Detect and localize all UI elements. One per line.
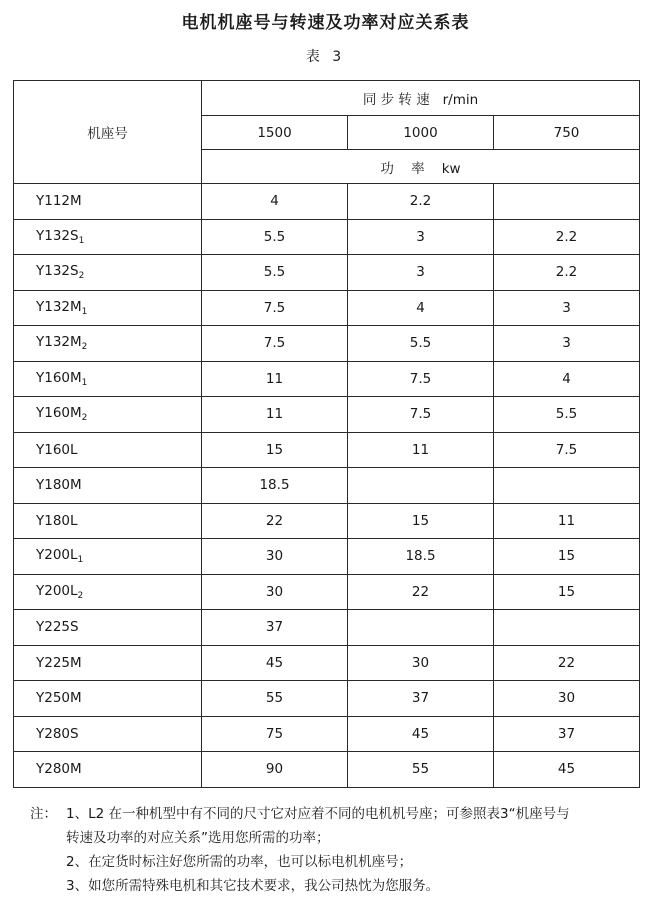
notes-lead: 注： <box>30 806 57 822</box>
model-subscript: 2 <box>77 590 84 601</box>
power-1500-cell: 45 <box>202 645 348 681</box>
power-1000-cell <box>348 468 494 504</box>
power-1500-cell: 55 <box>202 681 348 717</box>
power-1500-cell: 5.5 <box>202 255 348 291</box>
power-750-cell <box>494 468 640 504</box>
power-1500-cell: 5.5 <box>202 219 348 255</box>
power-750-cell: 2.2 <box>494 255 640 291</box>
power-1000-cell: 22 <box>348 574 494 610</box>
table-row <box>14 219 640 255</box>
table-row <box>14 716 640 752</box>
power-header: 功 率 kw <box>202 150 640 184</box>
table-caption: 表 3 <box>305 49 346 65</box>
power-1500-cell: 37 <box>202 610 348 646</box>
model-subscript: 1 <box>77 555 84 566</box>
table-row <box>14 255 640 291</box>
power-1000-cell: 45 <box>348 716 494 752</box>
power-1000-cell: 7.5 <box>348 397 494 433</box>
note-1-line-2: 转速及功率的对应关系”选用您所需的功率； <box>66 830 330 846</box>
model-cell: Y250M <box>14 681 202 717</box>
power-1500-cell: 7.5 <box>202 326 348 362</box>
power-750-cell: 11 <box>494 503 640 539</box>
power-750-cell: 2.2 <box>494 219 640 255</box>
power-1000-cell: 7.5 <box>348 361 494 397</box>
model-subscript: 2 <box>81 342 88 353</box>
table-row <box>14 361 640 397</box>
model-subscript: 2 <box>81 413 88 424</box>
model-cell: Y112M <box>14 184 202 220</box>
power-1000-cell: 3 <box>348 255 494 291</box>
model-subscript: 1 <box>78 235 85 246</box>
power-1000-cell: 5.5 <box>348 326 494 362</box>
model-cell: $Y132S_1$ <box>14 219 202 255</box>
power-750-cell: 45 <box>494 752 640 788</box>
power-1500-cell: 15 <box>202 432 348 468</box>
model-cell: Y280S <box>14 716 202 752</box>
power-1500-cell: 11 <box>202 361 348 397</box>
speed-header: 同 步 转 速 r/min <box>202 81 640 116</box>
table-row <box>14 503 640 539</box>
power-1500-cell: 90 <box>202 752 348 788</box>
power-750-cell: 30 <box>494 681 640 717</box>
power-1000-cell: 55 <box>348 752 494 788</box>
power-1500-cell: 18.5 <box>202 468 348 504</box>
power-1000-cell: 15 <box>348 503 494 539</box>
power-1500-cell: 30 <box>202 539 348 575</box>
model-cell: Y160L <box>14 432 202 468</box>
power-750-cell: 22 <box>494 645 640 681</box>
table-row <box>14 539 640 575</box>
power-1500-cell: 4 <box>202 184 348 220</box>
power-1000-cell: 37 <box>348 681 494 717</box>
power-750-cell <box>494 610 640 646</box>
power-1500-cell: 7.5 <box>202 290 348 326</box>
power-1000-cell <box>348 610 494 646</box>
note-2-text: 2、在定货时标注好您所需的功率，也可以标电机机座号； <box>66 854 413 870</box>
table-row <box>14 432 640 468</box>
model-cell: $Y132S_2$ <box>14 255 202 291</box>
speed-750-header: 750 <box>494 116 640 150</box>
table-row <box>14 610 640 646</box>
power-1500-cell: 22 <box>202 503 348 539</box>
power-750-cell: 4 <box>494 361 640 397</box>
note-3 <box>30 874 640 898</box>
power-1000-cell: 4 <box>348 290 494 326</box>
power-1000-cell: 18.5 <box>348 539 494 575</box>
table-row <box>14 681 640 717</box>
table-row <box>14 752 640 788</box>
table-row <box>14 645 640 681</box>
power-750-cell: 37 <box>494 716 640 752</box>
model-cell: Y180L <box>14 503 202 539</box>
power-1500-cell: 11 <box>202 397 348 433</box>
note-1 <box>30 802 640 826</box>
power-1000-cell: 2.2 <box>348 184 494 220</box>
table-row <box>14 184 640 220</box>
power-750-cell: 15 <box>494 574 640 610</box>
table-row <box>14 290 640 326</box>
header-row-speed <box>14 81 640 116</box>
model-cell: Y280M <box>14 752 202 788</box>
power-750-cell: 5.5 <box>494 397 640 433</box>
note-2 <box>30 850 640 874</box>
speed-1500-header: 1500 <box>202 116 348 150</box>
note-1-continuation <box>30 826 640 850</box>
power-1000-cell: 11 <box>348 432 494 468</box>
power-1000-cell: 30 <box>348 645 494 681</box>
motor-power-table <box>13 80 640 788</box>
frame-number-header: 机座号 <box>14 81 202 184</box>
model-cell: Y225S <box>14 610 202 646</box>
note-1-line-1: 1、L2 在一种机型中有不同的尺寸它对应着不同的电机机号座；可参照表3“机座号与 <box>66 806 570 822</box>
model-cell: Y225M <box>14 645 202 681</box>
power-750-cell: 7.5 <box>494 432 640 468</box>
document-title: 电机机座号与转速及功率对应关系表 <box>181 13 470 33</box>
power-1500-cell: 30 <box>202 574 348 610</box>
notes-section <box>30 802 640 898</box>
power-750-cell <box>494 184 640 220</box>
model-cell: $Y200L_1$ <box>14 539 202 575</box>
model-subscript: 2 <box>78 271 85 282</box>
model-cell: $Y200L_2$ <box>14 574 202 610</box>
model-cell: $Y160M_1$ <box>14 361 202 397</box>
model-cell: $Y132M_2$ <box>14 326 202 362</box>
model-subscript: 1 <box>81 306 88 317</box>
power-750-cell: 3 <box>494 326 640 362</box>
model-cell: Y180M <box>14 468 202 504</box>
power-1500-cell: 75 <box>202 716 348 752</box>
speed-1000-header: 1000 <box>348 116 494 150</box>
model-cell: $Y132M_1$ <box>14 290 202 326</box>
power-750-cell: 15 <box>494 539 640 575</box>
table-row <box>14 397 640 433</box>
table-row <box>14 326 640 362</box>
table-row <box>14 468 640 504</box>
model-cell: $Y160M_2$ <box>14 397 202 433</box>
table-row <box>14 574 640 610</box>
power-750-cell: 3 <box>494 290 640 326</box>
model-subscript: 1 <box>81 377 88 388</box>
power-1000-cell: 3 <box>348 219 494 255</box>
note-3-text: 3、如您所需特殊电机和其它技术要求，我公司热忱为您服务。 <box>66 878 440 894</box>
